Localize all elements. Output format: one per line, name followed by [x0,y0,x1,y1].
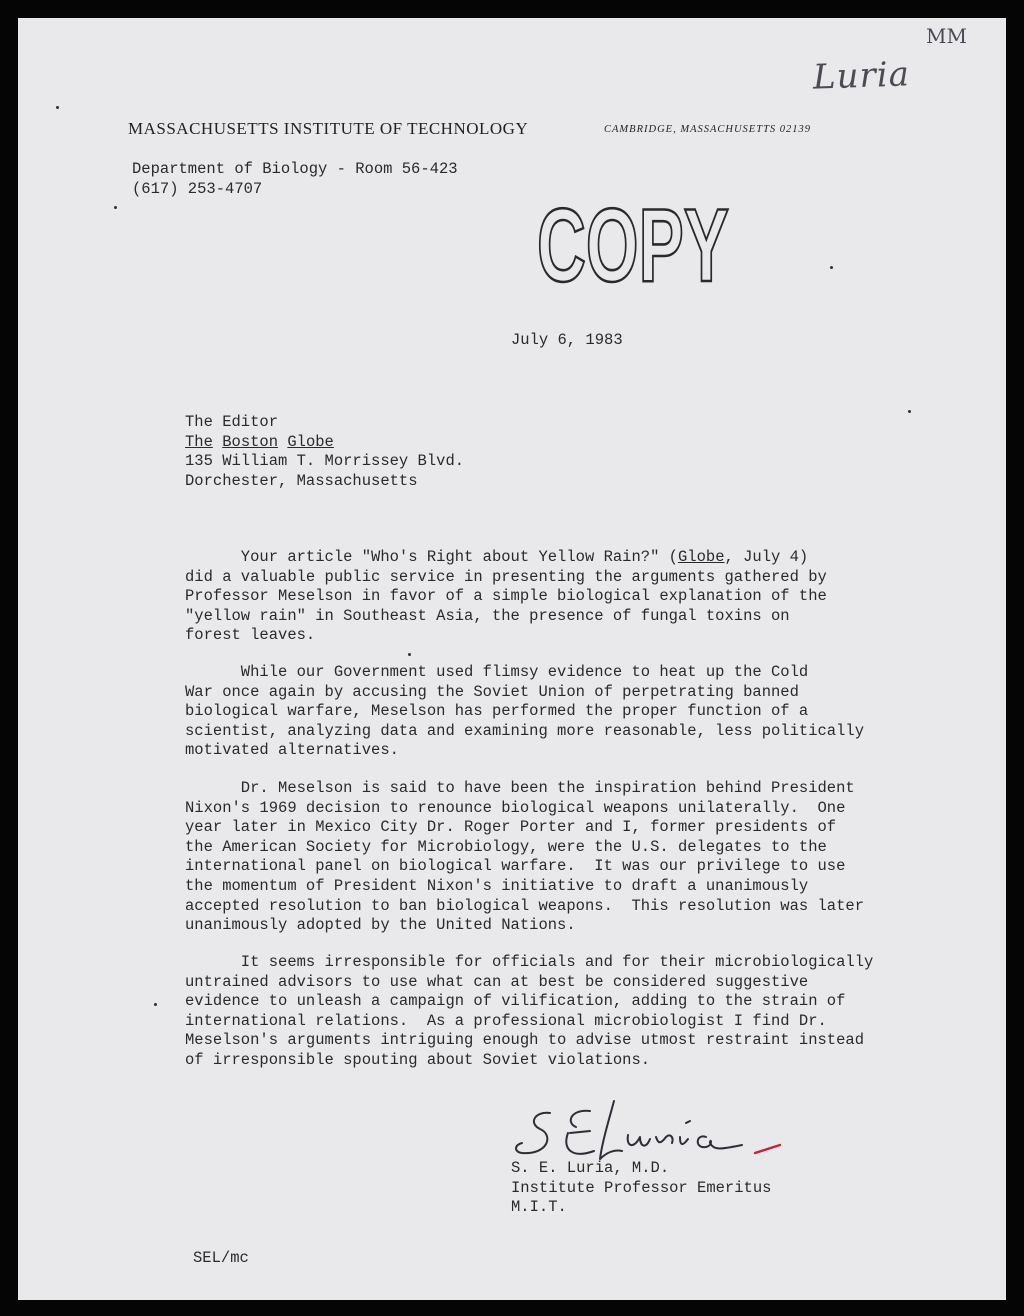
letter-page [18,18,1006,1300]
recipient-line-3: 135 William T. Morrissey Blvd. [185,452,465,471]
signer-name: S. E. Luria, M.D. [511,1159,670,1177]
recipient-line-4: Dorchester, Massachusetts [185,471,418,490]
recipient-boston: Boston [222,432,279,451]
institution-name: MASSACHUSETTS INSTITUTE OF TECHNOLOGY [128,119,529,138]
letter-date: July 6, 1983 [511,331,623,349]
paragraph-1-lead: Your article "Who's Right about Yellow Rain?" ( [185,548,678,566]
paper-speck [154,1003,157,1006]
recipient-line-1: The Editor [185,413,279,431]
department-block [132,160,458,199]
body-paragraph-2: While our Government used flimsy evidence to heat up the Cold War once again by accusing the Soviet Union of perpetrating banned biological warfare, Meselson has performed the proper function of a scientist, analyzing data and examining more reasonable, less politically motivated alternatives. [185,663,865,760]
body-paragraph-3: Dr. Meselson is said to have been the inspiration behind President Nixon's 1969 decision to renounce biological weapons unilaterally. One year later in Mexico City Dr. Roger Porter and I, former presidents of the American Society for Microbiology, were the U.S. delegates to the international panel on biological warfare. It was our privilege to use the momentum of President Nixon's initiative to draft a unanimously accepted resolution to ban biological weapons. This resolution was later unanimously adopted by the United Nations. [185,779,865,935]
paper-speck [408,653,411,656]
copy-stamp-text: COPY [537,188,729,304]
signature-block [511,1159,771,1218]
globe-reference: Globe [677,548,725,566]
paper-speck [830,266,833,269]
institution-address: CAMBRIDGE, MASSACHUSETTS 02139 [604,124,812,135]
signer-title: Institute Professor Emeritus [511,1178,772,1197]
recipient-globe: Globe [287,432,334,451]
signer-org: M.I.T. [511,1198,567,1217]
paper-speck [908,410,911,413]
phone-line: (617) 253-4707 [132,179,263,198]
paper-speck [56,106,59,109]
typist-initials: SEL/mc [193,1249,249,1267]
copy-stamp [533,188,733,304]
corner-annotation: MM [926,24,967,48]
department-line: Department of Biology - Room 56-423 [132,160,458,178]
paper-speck [114,206,117,209]
recipient-address [185,413,464,491]
recipient-the: The [185,432,213,451]
handwritten-name-note: Luria [812,54,911,98]
body-paragraph-1 [185,548,945,646]
paragraph-1-tail: , July 4) did a valuable public service in presenting the arguments gathered by Professor Meselson in favor of a simple biological explanation of the "yellow rain" in Southeast Asia, the presence of fungal toxins on forest leaves. [185,548,827,645]
recipient-line-2 [185,433,464,453]
body-paragraph-4: It seems irresponsible for officials and for their microbiologically untrained advisors to use what can at best be considered suggestive evidence to unleash a campaign of vilification, adding to the strain of international relations. As a professional microbiologist I find Dr. Meselson's arguments intriguing enough to advise utmost restraint instead of irresponsible spouting about Soviet violations. [185,953,874,1069]
